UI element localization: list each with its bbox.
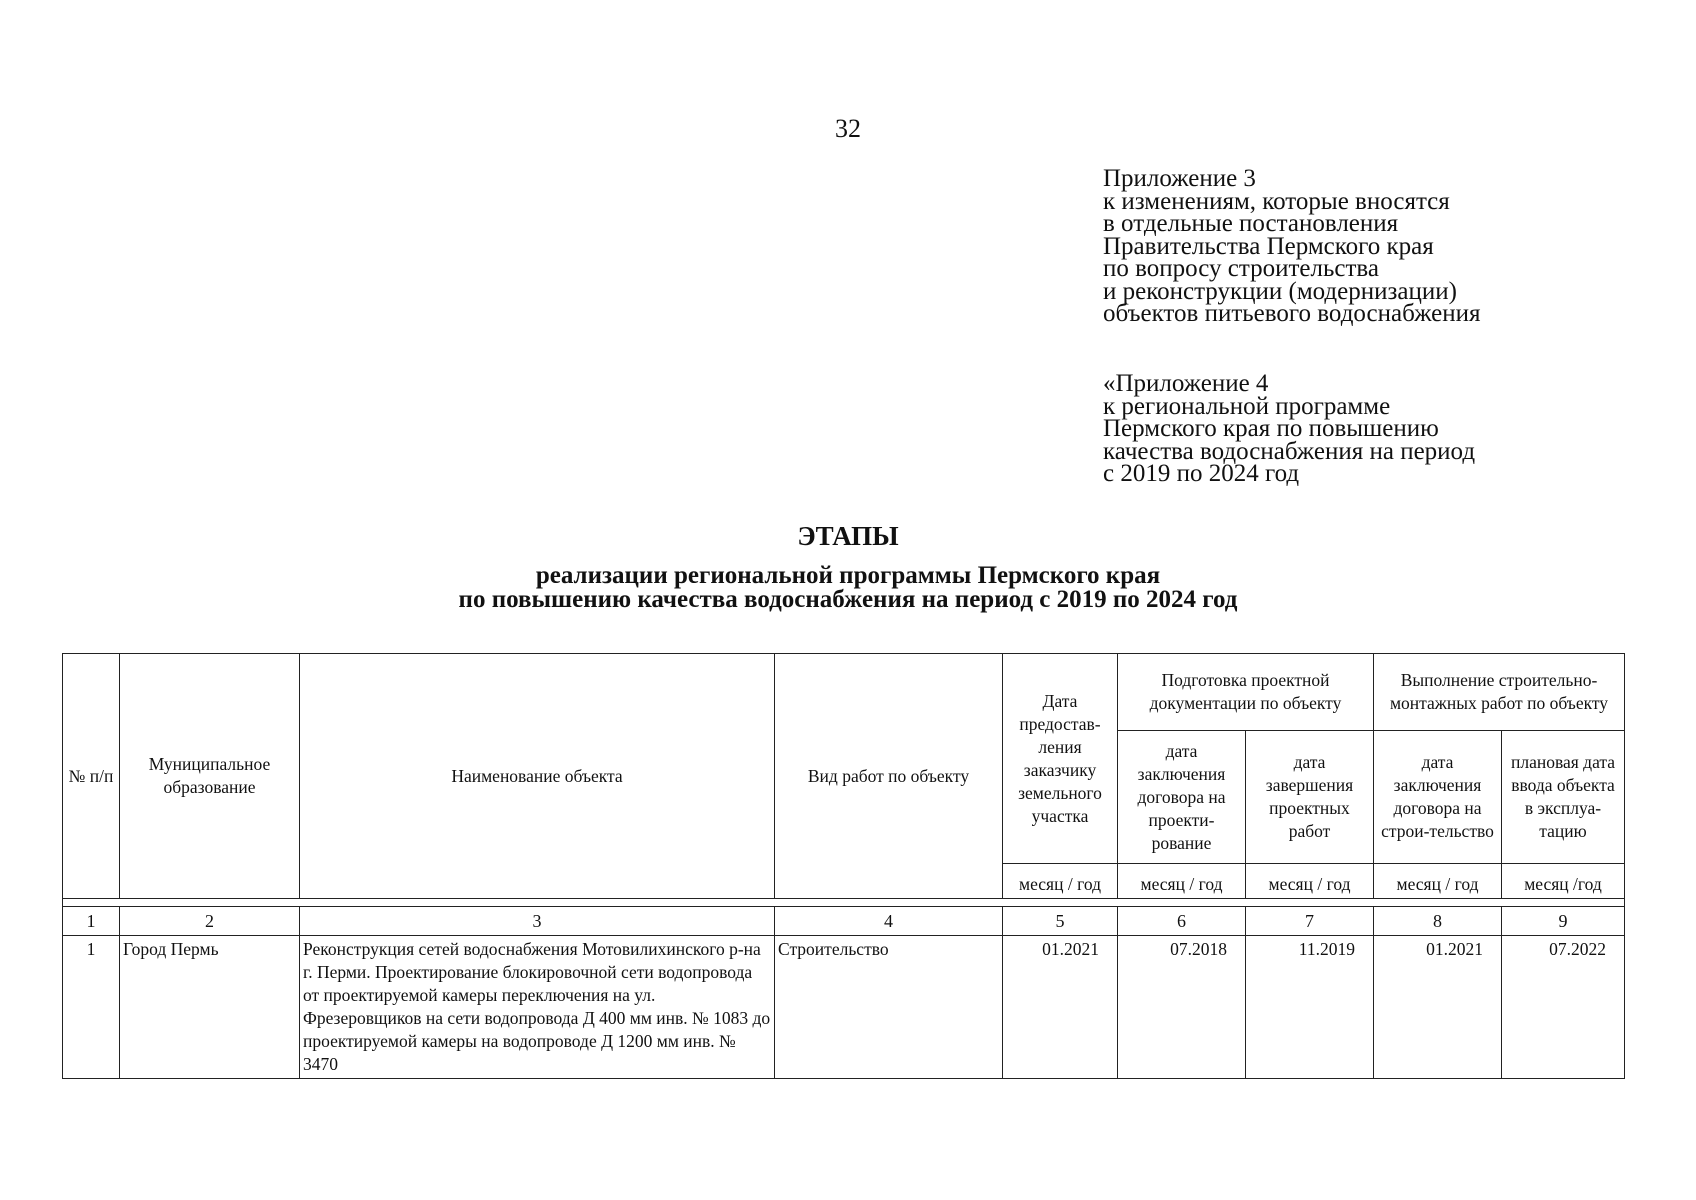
header-work-type: Вид работ по объекту — [775, 654, 1003, 899]
column-number: 1 — [63, 907, 120, 936]
subtitle-line: реализации региональной программы Пермского края — [535, 562, 1161, 589]
appendix-3-line: Правительства Пермского края — [1103, 232, 1434, 260]
row-work-type: Строительство — [775, 936, 1003, 1079]
appendix-4-note — [1103, 370, 1663, 487]
row-land-date: 01.2021 — [1003, 936, 1118, 1079]
unit-label: месяц /год — [1502, 864, 1625, 899]
appendix-3-line: объектов питьевого водоснабжения — [1103, 300, 1481, 327]
appendix-3-line: по вопросу строительства — [1103, 255, 1379, 282]
column-number: 8 — [1374, 907, 1502, 936]
column-number: 2 — [120, 907, 300, 936]
subtitle-line: по повышению качества водоснабжения на период с 2019 по 2024 год — [458, 586, 1238, 613]
column-number: 4 — [775, 907, 1003, 936]
appendix-3-line: в отдельные постановления — [1103, 210, 1399, 237]
row-commissioning: 07.2022 — [1502, 936, 1625, 1079]
unit-label: месяц / год — [1374, 864, 1502, 899]
page-number: 32 — [835, 114, 861, 143]
unit-label: месяц / год — [1246, 864, 1374, 899]
unit-label: месяц / год — [1003, 864, 1118, 899]
header-construction-group: Выполнение строительно-монтажных работ по объекту — [1374, 654, 1625, 731]
appendix-4-line: Пермского края по повышению — [1103, 415, 1439, 442]
header-design-complete: дата завершения проектных работ — [1246, 731, 1374, 864]
column-number: 7 — [1246, 907, 1374, 936]
appendix-3-line: Приложение 3 — [1103, 165, 1256, 192]
header-separator — [63, 899, 1625, 907]
column-number-row — [63, 907, 1625, 936]
header-municipality: Муниципальное образование — [120, 654, 300, 899]
unit-label: месяц / год — [1118, 864, 1246, 899]
row-num: 1 — [63, 936, 120, 1079]
stages-table — [62, 653, 1625, 1079]
header-construction-contract: дата заключения договора на строи-тельство — [1374, 731, 1502, 864]
row-construction-contract: 01.2021 — [1374, 936, 1502, 1079]
column-number: 5 — [1003, 907, 1118, 936]
column-number: 3 — [300, 907, 775, 936]
column-number: 6 — [1118, 907, 1246, 936]
appendix-4-line: к региональной программе — [1103, 392, 1391, 420]
header-design-group: Подготовка проектной документации по объекту — [1118, 654, 1374, 731]
table-row — [63, 936, 1625, 1079]
document-title: ЭТАПЫ — [797, 521, 899, 551]
appendix-4-line: качества водоснабжения на период — [1103, 437, 1476, 465]
appendix-4-line: «Приложение 4 — [1103, 370, 1269, 397]
appendix-3-line: к изменениям, которые вносятся — [1103, 187, 1450, 215]
separator-cell — [63, 899, 1625, 907]
row-object-name: Реконструкция сетей водоснабжения Мотовилихинского р-на г. Перми. Проектирование блокировочной сети водопровода от проектируемой камеры переключения на ул. Фрезеровщиков на сети водопровода Д 400 мм инв. № 1083 до проектируемой камеры на водопроводе Д 1200 мм инв. № 3470 — [300, 936, 775, 1079]
row-design-complete: 11.2019 — [1246, 936, 1374, 1079]
header-commissioning: плановая дата ввода объекта в эксплуа-тацию — [1502, 731, 1625, 864]
appendix-3-line: и реконструкции (модернизации) — [1103, 277, 1457, 305]
header-object-name: Наименование объекта — [300, 654, 775, 899]
appendix-3-note — [1103, 165, 1663, 327]
row-design-contract: 07.2018 — [1118, 936, 1246, 1079]
header-num: № п/п — [63, 654, 120, 899]
column-number: 9 — [1502, 907, 1625, 936]
header-design-contract: дата заключения договора на проекти-рование — [1118, 731, 1246, 864]
header-land-date: Дата предостав-ления заказчику земельного участка — [1003, 654, 1118, 864]
document-subtitle — [0, 564, 1696, 612]
appendix-4-line: с 2019 по 2024 год — [1103, 460, 1300, 487]
row-municipality: Город Пермь — [120, 936, 300, 1079]
